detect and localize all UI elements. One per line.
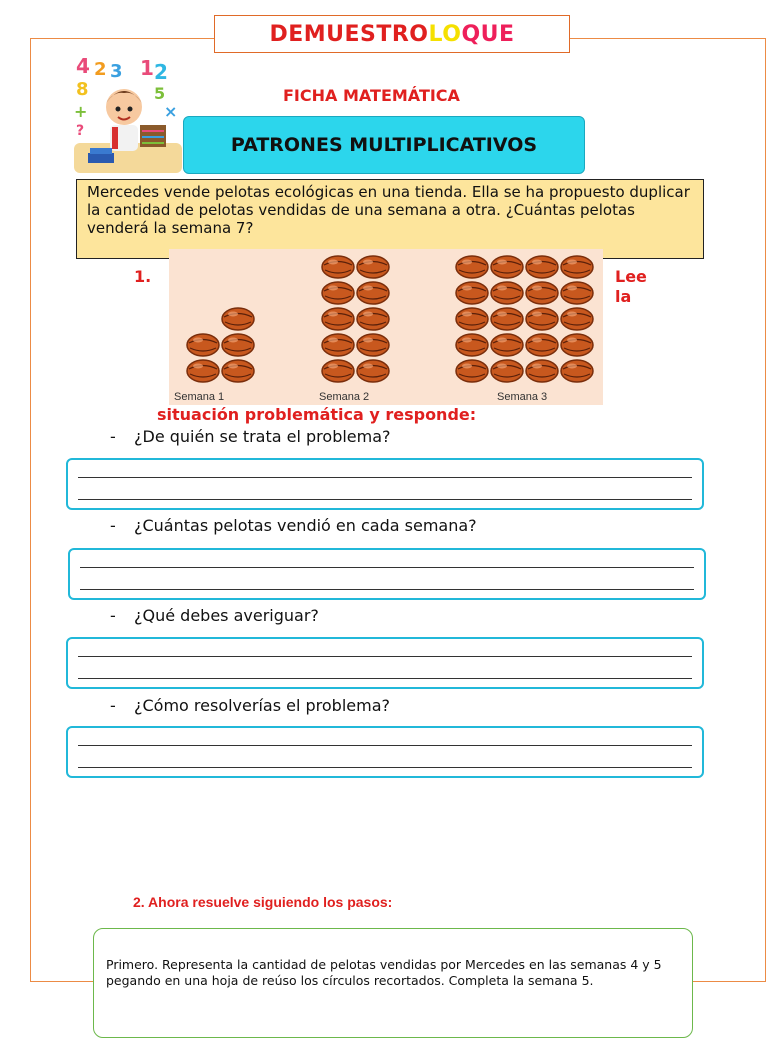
ball-icon: [526, 256, 558, 278]
svg-text:3: 3: [110, 61, 123, 82]
question-dash: -: [110, 516, 116, 535]
ball-icon: [222, 308, 254, 330]
question-1-text: ¿De quién se trata el problema?: [134, 427, 391, 446]
ball-icon: [222, 360, 254, 382]
question-dash: -: [110, 427, 116, 446]
ball-icon: [456, 256, 488, 278]
ball-icon: [526, 308, 558, 330]
ball-icon: [456, 282, 488, 304]
question-3-text: ¿Qué debes averiguar?: [134, 606, 319, 625]
question-3: [110, 606, 319, 625]
ball-icon: [456, 360, 488, 382]
ball-icon: [491, 334, 523, 356]
ball-icon: [187, 334, 219, 356]
ball-icon: [357, 282, 389, 304]
ball-icon: [322, 282, 354, 304]
svg-text:1: 1: [140, 56, 154, 80]
ball-icon: [222, 334, 254, 356]
ball-icon: [322, 360, 354, 382]
section-2-heading: 2. Ahora resuelve siguiendo los pasos:: [133, 894, 393, 910]
section-1-instruction-start: Lee la: [615, 267, 647, 306]
ball-icon: [357, 308, 389, 330]
svg-text:2: 2: [154, 60, 168, 84]
week-label: Semana 3: [497, 391, 548, 403]
ball-icon: [526, 360, 558, 382]
ball-icon: [322, 308, 354, 330]
question-dash: -: [110, 696, 116, 715]
ball-icon: [456, 334, 488, 356]
question-1: [110, 427, 391, 446]
ball-icon: [491, 282, 523, 304]
answer-box-4[interactable]: [66, 726, 704, 778]
ball-icon: [561, 308, 593, 330]
ball-icon: [322, 256, 354, 278]
ball-icon: [357, 360, 389, 382]
student-numbers-illustration: [74, 55, 182, 175]
svg-text:?: ?: [76, 123, 85, 139]
answer-box-2[interactable]: [68, 548, 706, 600]
question-4: [110, 696, 390, 715]
step-instructions-box: [93, 928, 693, 1038]
ball-icon: [322, 334, 354, 356]
question-4-text: ¿Cómo resolverías el problema?: [134, 696, 390, 715]
ball-icon: [561, 256, 593, 278]
title-part-1: DEMUESTRO: [269, 21, 429, 47]
question-2: [110, 516, 477, 535]
ball-icon: [561, 282, 593, 304]
page-title: [214, 15, 570, 53]
question-dash: -: [110, 606, 116, 625]
ball-icon: [491, 360, 523, 382]
svg-text:4: 4: [76, 55, 90, 78]
worksheet-subtitle: FICHA MATEMÁTICA: [283, 86, 460, 105]
answer-box-1[interactable]: [66, 458, 704, 510]
ball-icon: [357, 334, 389, 356]
problem-statement: Mercedes vende pelotas ecológicas en una tienda. Ella se ha propuesto duplicar la cantidad de pelotas vendidas de una semana a otra. ¿Cuántas pelotas venderá la semana 7?: [76, 179, 704, 259]
section-1-instruction-end: situación problemática y responde:: [157, 405, 477, 424]
step-1-text: Primero. Representa la cantidad de pelotas vendidas por Mercedes en las semanas 4 y 5 pegando en una hoja de reúso los círculos recortados. Completa la semana 5.: [106, 957, 662, 988]
section-1-number: 1.: [134, 267, 152, 286]
svg-text:2: 2: [94, 59, 107, 80]
svg-text:5: 5: [154, 84, 166, 103]
svg-text:8: 8: [76, 79, 89, 100]
answer-box-3[interactable]: [66, 637, 704, 689]
ball-icon: [526, 282, 558, 304]
svg-text:+: +: [74, 102, 88, 121]
title-part-2: LO: [428, 21, 462, 47]
ball-icon: [456, 308, 488, 330]
question-2-text: ¿Cuántas pelotas vendió en cada semana?: [134, 516, 477, 535]
ball-icon: [491, 256, 523, 278]
title-part-3: QUE: [461, 21, 515, 47]
svg-text:×: ×: [164, 102, 178, 121]
ball-icon: [187, 360, 219, 382]
week-label: Semana 2: [319, 391, 370, 403]
ball-icon: [357, 256, 389, 278]
topic-banner: PATRONES MULTIPLICATIVOS: [183, 116, 585, 174]
weekly-balls-figure: [169, 249, 603, 405]
ball-icon: [526, 334, 558, 356]
ball-icon: [561, 334, 593, 356]
week-label: Semana 1: [174, 391, 225, 403]
ball-icon: [491, 308, 523, 330]
ball-icon: [561, 360, 593, 382]
